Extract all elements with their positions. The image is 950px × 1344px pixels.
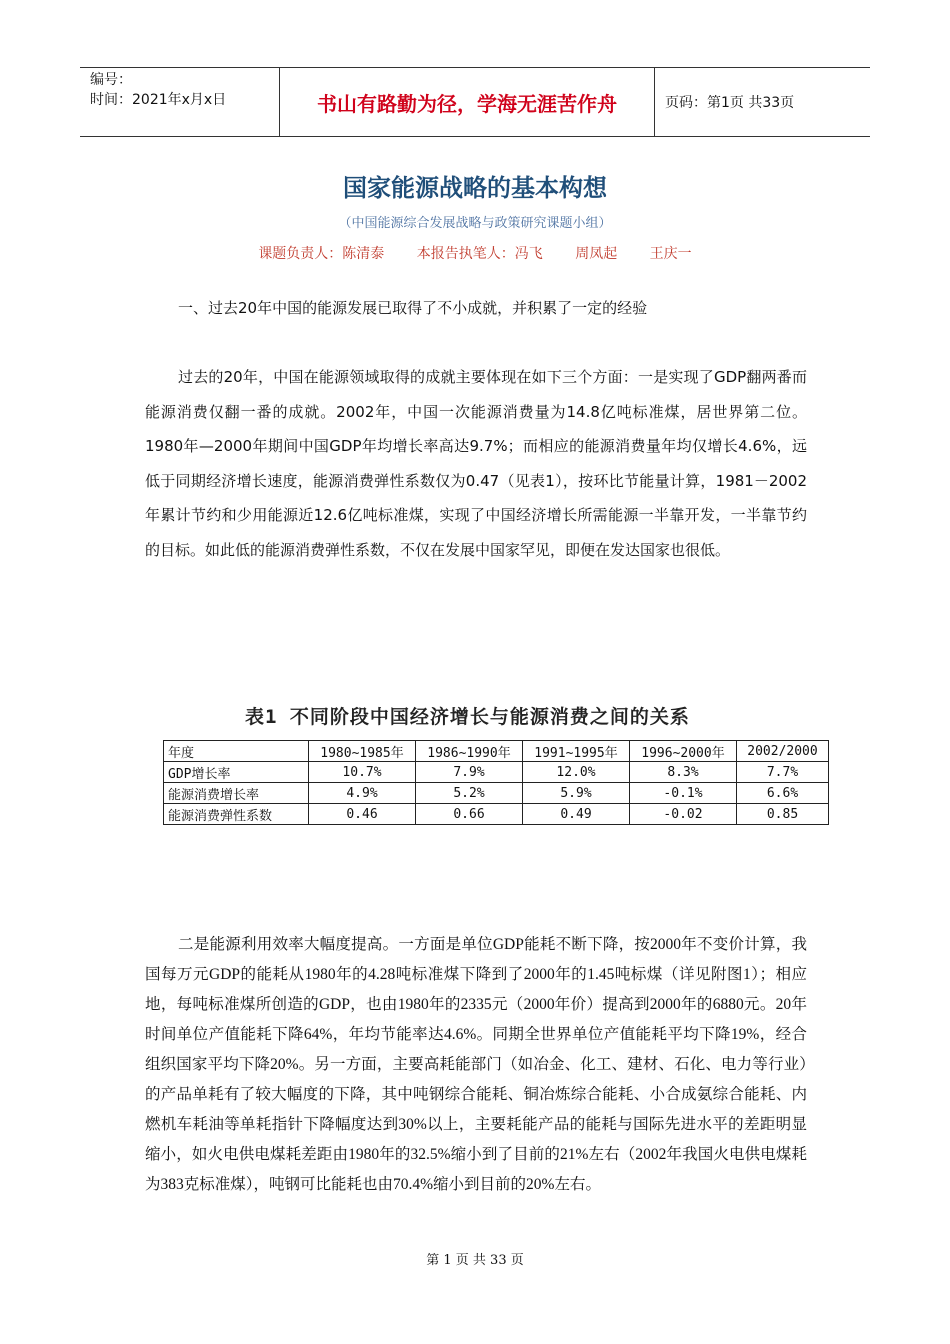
author-3: 王庆一: [649, 246, 692, 262]
table-row: [164, 762, 829, 783]
author-lead: 课题负责人：陈清泰: [258, 246, 385, 262]
table-title: 表1 不同阶段中国经济增长与能源消费之间的关系: [245, 706, 690, 728]
number-label: 编号：: [90, 72, 132, 88]
author-line: [0, 243, 950, 263]
table-cell: 8.3%: [630, 762, 737, 783]
header-meta: [80, 68, 280, 136]
table-cell: 能源消费增长率: [164, 783, 309, 804]
table-cell: 4.9%: [309, 783, 416, 804]
section-heading: 一、过去20年中国的能源发展已取得了不小成就，并积累了一定的经验: [178, 299, 648, 317]
table-cell: GDP增长率: [164, 762, 309, 783]
table-row: [164, 804, 829, 825]
page-footer: 第 1 页 共 33 页: [426, 1253, 524, 1268]
data-table: [163, 740, 829, 825]
table-row: [164, 783, 829, 804]
table-cell: 7.7%: [737, 762, 829, 783]
table-cell: -0.02: [630, 804, 737, 825]
table-cell: 0.66: [416, 804, 523, 825]
table-header-cell: 1991~1995年: [523, 741, 630, 762]
table-header-cell: 1980~1985年: [309, 741, 416, 762]
table-cell: 12.0%: [523, 762, 630, 783]
table-cell: -0.1%: [630, 783, 737, 804]
author-writer: 本报告执笔人：冯飞: [416, 246, 543, 262]
page-header: [80, 67, 870, 137]
paragraph-1: 过去的20年，中国在能源领域取得的成就主要体现在如下三个方面：一是实现了GDP翻两番而能源消费仅翻一番的成就。2002年，中国一次能源消费量为14.8亿吨标准煤，居世界第二位。1980年—2000年期间中国GDP年均增长率高达9.7%；而相应的能源消费量年均仅增长4.6%，远低于同期经济增长速度，能源消费弹性系数仅为0.47（见表1），按环比节能量计算，1981－2002年累计节约和少用能源近12.6亿吨标准煤，实现了中国经济增长所需能源一半靠开发，一半靠节约的目标。如此低的能源消费弹性系数，不仅在发展中国家罕见，即便在发达国家也很低。: [145, 368, 807, 559]
table-cell: 5.9%: [523, 783, 630, 804]
table-cell: 6.6%: [737, 783, 829, 804]
table-cell: 5.2%: [416, 783, 523, 804]
table-header-cell: 年度: [164, 741, 309, 762]
document-title: 国家能源战略的基本构想: [343, 174, 607, 202]
table-cell: 7.9%: [416, 762, 523, 783]
table-cell: 10.7%: [309, 762, 416, 783]
table-cell: 0.46: [309, 804, 416, 825]
author-2: 周凤起: [575, 246, 618, 262]
table-header-cell: 2002/2000: [737, 741, 829, 762]
document-subtitle: （中国能源综合发展战略与政策研究课题小组）: [338, 216, 612, 231]
table-header-cell: 1996~2000年: [630, 741, 737, 762]
table-cell: 0.85: [737, 804, 829, 825]
paragraph-2: 二是能源利用效率大幅度提高。一方面是单位GDP能耗不断下降，按2000年不变价计算，我国每万元GDP的能耗从1980年的4.28吨标准煤下降到了2000年的1.45吨标煤（详见附图1）；相应地，每吨标准煤所创造的GDP，也由1980年的2335元（2000年价）提高到2000年的6880元。20年时间单位产值能耗下降64%，年均节能率达4.6%。同期全世界单位产值能耗平均下降19%，经合组织国家平均下降20%。另一方面，主要高耗能部门（如冶金、化工、建材、石化、电力等行业）的产品单耗有了较大幅度的下降，其中吨钢综合能耗、铜冶炼综合能耗、小合成氨综合能耗、内燃机车耗油等单耗指针下降幅度达到30%以上，主要耗能产品的能耗与国际先进水平的差距明显缩小，如火电供电煤耗差距由1980年的32.5%缩小到了目前的21%左右（2002年我国火电供电煤耗为383克标准煤），吨钢可比能耗也由70.4%缩小到目前的20%左右。: [145, 936, 807, 1193]
table-header-cell: 1986~1990年: [416, 741, 523, 762]
time-label: 时间：2021年x月x日: [90, 92, 227, 108]
header-motto: 书山有路勤为径，学海无涯苦作舟: [280, 68, 655, 136]
header-page-info: 页码：第1页 共33页: [665, 95, 795, 111]
table-cell: 0.49: [523, 804, 630, 825]
table-header-row: [164, 741, 829, 762]
table-cell: 能源消费弹性系数: [164, 804, 309, 825]
